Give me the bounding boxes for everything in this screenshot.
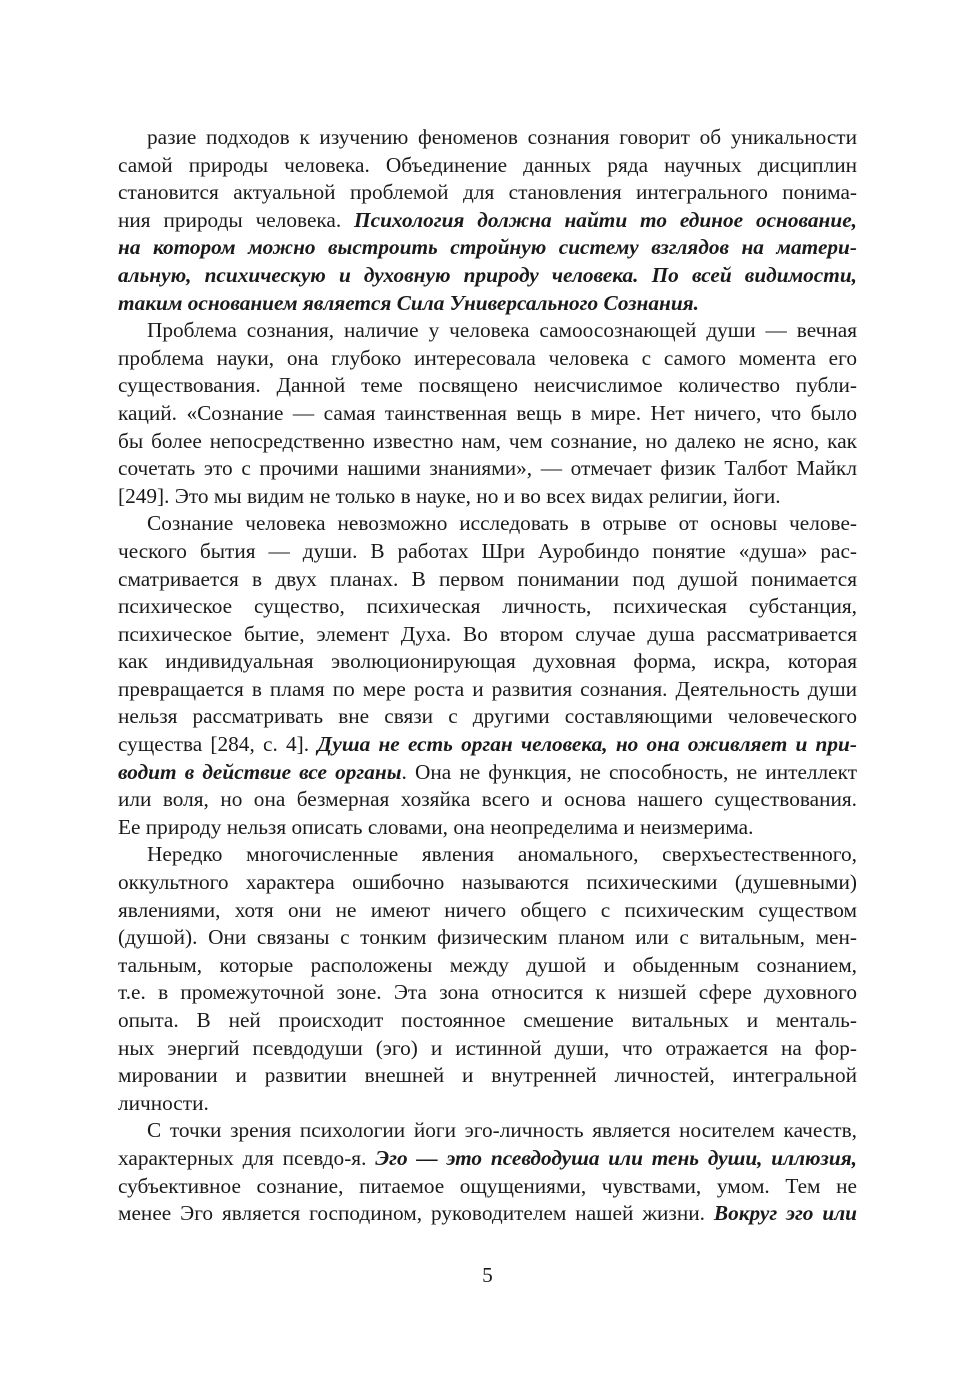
body-text: оккультного характера ошибочно называются психическими (душевными): [118, 870, 857, 895]
text-line: [118, 814, 857, 842]
text-line: [118, 483, 857, 511]
text-line: [118, 455, 857, 483]
text-line: [118, 372, 857, 400]
emphasized-text: таким основанием является Сила Универсального Сознания.: [118, 290, 699, 315]
text-line: [118, 1145, 857, 1173]
page-body: [118, 124, 857, 1228]
paragraph: [118, 1117, 857, 1227]
text-line: [118, 400, 857, 428]
text-line: [118, 593, 857, 621]
text-line: [118, 731, 857, 759]
body-text: субъективное сознание, питаемое ощущениями, чувствами, умом. Тем не: [118, 1173, 857, 1198]
body-text: [249]. Это мы видим не только в науке, но и во всех видах религии, йоги.: [118, 483, 781, 508]
body-text: тальным, которые расположены между душой и обыденным сознанием,: [118, 952, 857, 977]
body-text: . Она не функция, не способность, не интеллект: [401, 759, 858, 784]
text-line: [118, 510, 857, 538]
text-line: [118, 207, 857, 235]
body-text: разие подходов к изучению феноменов сознания говорит об уникальности: [147, 125, 857, 149]
body-text: личности.: [118, 1090, 209, 1115]
body-text: т.е. в промежуточной зоне. Эта зона относится к низшей сфере духовного: [118, 980, 857, 1005]
text-line: [118, 1117, 857, 1145]
body-text: существа [284, с. 4].: [118, 732, 318, 757]
text-line: [118, 1035, 857, 1063]
text-line: [118, 428, 857, 456]
text-line: [118, 841, 857, 869]
body-text: Проблема сознания, наличие у человека самоосознающей души — вечная: [147, 318, 857, 343]
paragraph: [118, 317, 857, 510]
body-text: психическое бытие, элемент Духа. Во втором случае душа рассматривается: [118, 621, 857, 646]
page-number: 5: [482, 1263, 493, 1287]
text-line: [118, 1062, 857, 1090]
text-line: [118, 676, 857, 704]
body-text: сматривается в двух планах. В первом понимании под душой понимается: [118, 566, 857, 591]
body-text: проблема науки, она глубоко интересовала человека с самого момента его: [118, 345, 857, 370]
emphasized-text: Душа не есть орган человека, но она оживляет и при-: [317, 732, 857, 757]
body-text: менее Эго является господином, руководителем нашей жизни.: [118, 1201, 714, 1226]
text-line: [118, 1173, 857, 1201]
body-text: мировании и развитии внешней и внутренней личностей, интегральной: [118, 1063, 857, 1088]
emphasized-text: Вокруг эго или: [713, 1201, 857, 1226]
text-line: [118, 1200, 857, 1228]
text-line: [118, 345, 857, 373]
text-line: [118, 924, 857, 952]
text-line: [118, 317, 857, 345]
text-line: [118, 759, 857, 787]
body-text: бы более непосредственно известно нам, чем сознание, но далеко не ясно, как: [118, 428, 857, 453]
emphasized-text: Эго — это псевдодуша или тень души, иллюзия,: [375, 1145, 858, 1170]
paragraph: [118, 841, 857, 1117]
emphasized-text: водит в действие все органы: [118, 759, 402, 784]
body-text: ния природы человека.: [118, 207, 355, 232]
text-line: [118, 952, 857, 980]
text-line: [118, 179, 857, 207]
body-text: характерных для псевдо-я.: [118, 1145, 376, 1170]
emphasized-text: на котором можно выстроить стройную систему взглядов на матери-: [118, 235, 857, 260]
body-text: превращается в пламя по мере роста и развития сознания. Деятельность души: [118, 676, 857, 701]
text-line: [118, 648, 857, 676]
body-text: становится актуальной проблемой для становления интегрального понима-: [118, 180, 857, 205]
text-line: [118, 1007, 857, 1035]
body-text: Нередко многочисленные явления аномального, сверхъестественного,: [147, 842, 857, 867]
text-line: [118, 538, 857, 566]
text-line: [118, 124, 857, 152]
body-text: существования. Данной теме посвящено неисчислимое количество публи-: [118, 373, 857, 398]
body-text: С точки зрения психологии йоги эго-личность является носителем качеств,: [147, 1118, 857, 1143]
text-line: [118, 262, 857, 290]
body-text: как индивидуальная эволюционирующая духовная форма, искра, которая: [118, 649, 857, 674]
text-line: [118, 979, 857, 1007]
emphasized-text: альную, психическую и духовную природу человека. По всей видимости,: [118, 262, 857, 287]
text-line: [118, 621, 857, 649]
body-text: опыта. В ней происходит постоянное смешение витальных и менталь-: [118, 1008, 857, 1032]
text-line: [118, 1090, 857, 1118]
text-line: [118, 566, 857, 594]
body-text: Ее природу нельзя описать словами, она неопределима и неизмерима.: [118, 814, 754, 839]
text-line: [118, 290, 857, 318]
body-text: ческого бытия — души. В работах Шри Ауробиндо понятие «душа» рас-: [118, 538, 857, 563]
body-text: явлениями, хотя они не имеют ничего общего с психическим существом: [118, 897, 857, 922]
body-text: психическое существо, психическая личность, психическая субстанция,: [118, 594, 857, 619]
body-text: самой природы человека. Объединение данных ряда научных дисциплин: [118, 152, 857, 177]
paragraph: [118, 510, 857, 841]
text-line: [118, 786, 857, 814]
text-line: [118, 152, 857, 180]
body-text: сочетать это с прочими нашими знаниями», — отмечает физик Талбот Майкл: [118, 456, 857, 481]
body-text: (душой). Они связаны с тонким физическим планом или с витальным, мен-: [118, 925, 857, 950]
body-text: нельзя рассматривать вне связи с другими составляющими человеческого: [118, 704, 857, 729]
body-text: Сознание человека невозможно исследовать в отрыве от основы челове-: [147, 511, 857, 536]
paragraph: [118, 124, 857, 317]
emphasized-text: Психология должна найти то единое основание,: [354, 207, 857, 232]
body-text: ных энергий псевдодуши (эго) и истинной души, что отражается на фор-: [118, 1035, 857, 1060]
text-line: [118, 703, 857, 731]
text-line: [118, 897, 857, 925]
text-line: [118, 869, 857, 897]
text-line: [118, 234, 857, 262]
body-text: каций. «Сознание — самая таинственная вещь в мире. Нет ничего, что было: [118, 400, 857, 425]
body-text: или воля, но она безмерная хозяйка всего и основа нашего существования.: [118, 787, 857, 812]
